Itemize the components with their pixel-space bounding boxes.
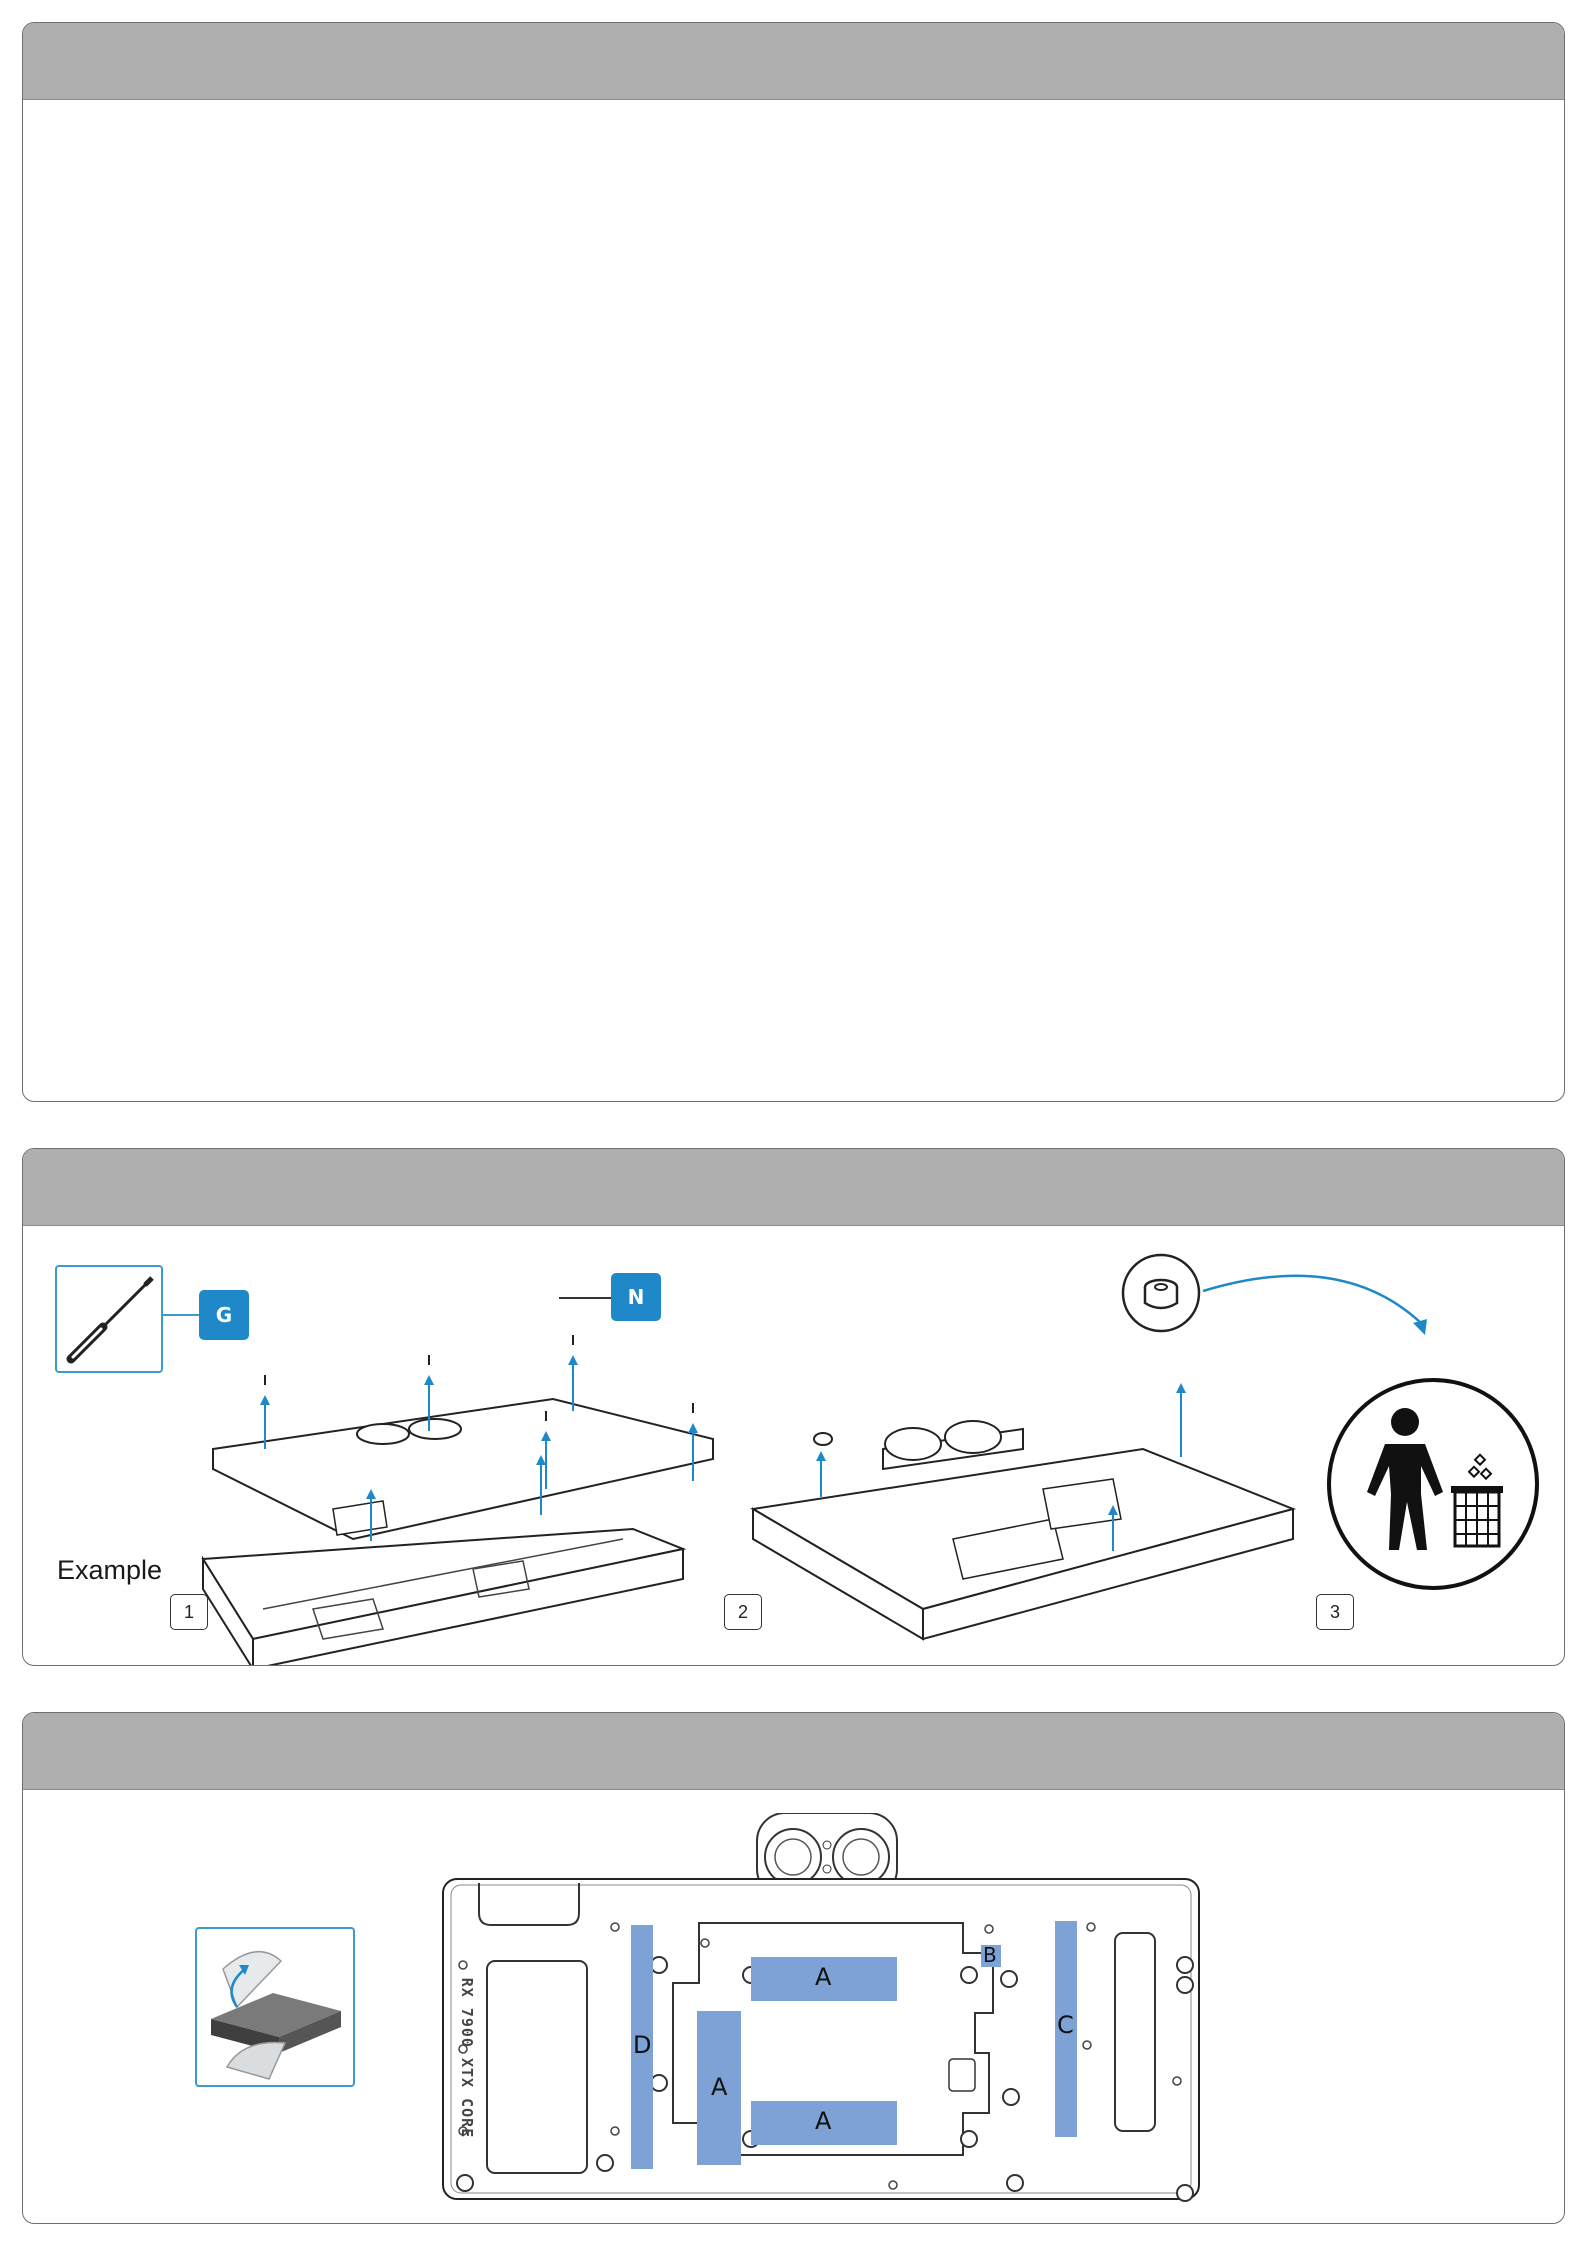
waterblock-top-view (415, 1813, 1215, 2213)
pad-label-c: C (1057, 2011, 1074, 2039)
pad-label-a-bottom: A (815, 2107, 832, 2135)
pad-label-a-left: A (711, 2073, 728, 2101)
step-number-2: 2 (724, 1594, 762, 1630)
waterblock-standoff-illustration (723, 1339, 1323, 1666)
screwdriver-icon (55, 1265, 163, 1373)
screw-tag-n: N (611, 1273, 661, 1321)
panel-header (23, 1713, 1564, 1790)
section-panel-thermal-pads (22, 1712, 1565, 2224)
block-engraving: RX 7900 XTX CORE (458, 1977, 476, 2139)
standoff-icon (1121, 1253, 1481, 1383)
tool-tag-g: G (199, 1290, 249, 1340)
trash-bin-person-icon (1323, 1374, 1543, 1594)
pad-label-a-top: A (815, 1963, 832, 1991)
section-panel-1 (22, 22, 1565, 1102)
backplate-exploded-illustration (173, 1309, 733, 1666)
example-label: Example (57, 1555, 163, 1585)
pad-label-b: B (983, 1943, 997, 1967)
panel-header (23, 23, 1564, 100)
section-panel-backplate-removal (22, 1148, 1565, 1666)
step-number-3: 3 (1316, 1594, 1354, 1630)
step-number-1: 1 (170, 1594, 208, 1630)
connector-line (559, 1297, 611, 1299)
peel-thermal-pad-icon (195, 1927, 355, 2087)
pad-label-d: D (633, 2031, 652, 2059)
panel-header (23, 1149, 1564, 1226)
